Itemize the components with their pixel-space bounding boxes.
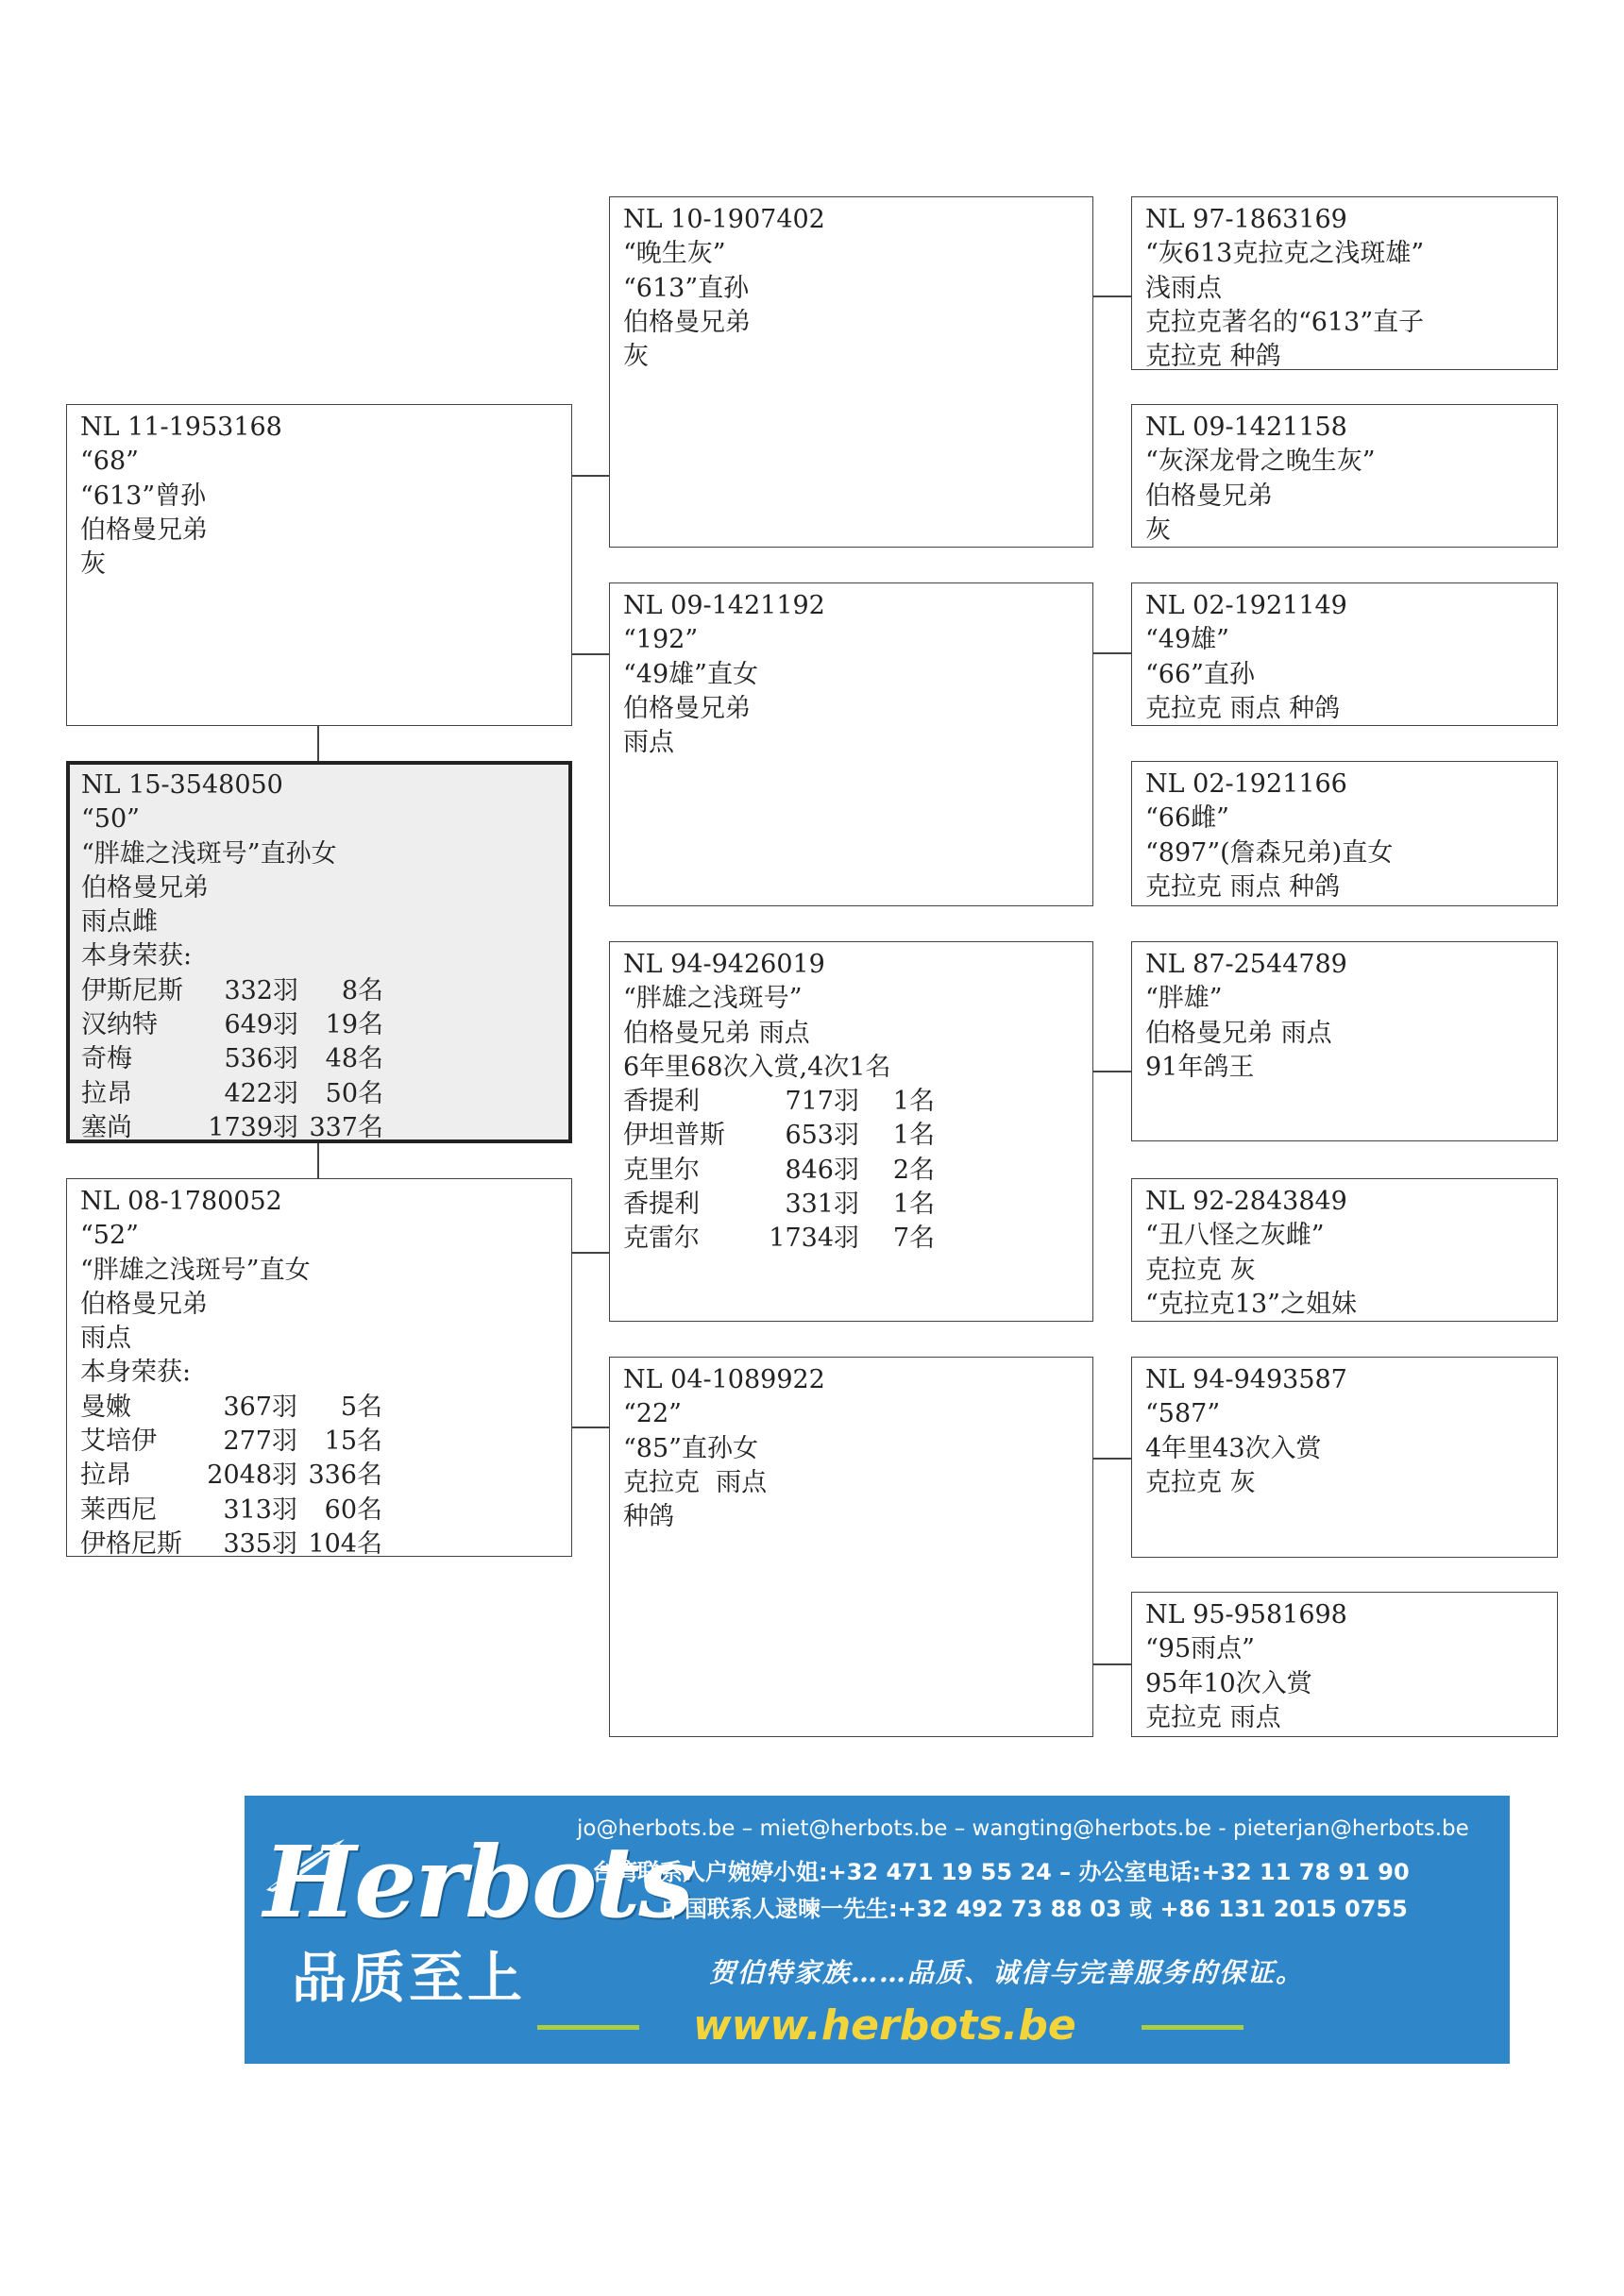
info-line: 克拉克 种鸽 xyxy=(1145,342,1281,372)
slogan: 品质至上 xyxy=(292,1946,527,2010)
honor-row: 克雷尔 1734羽 7名 xyxy=(623,1224,935,1254)
honors-title: 本身荣获: xyxy=(81,941,193,971)
info-line: “66”直孙 xyxy=(1145,659,1255,689)
honor-row: 奇梅 536羽 48名 xyxy=(81,1044,383,1074)
ring-number: NL 02-1921149 xyxy=(1145,591,1347,620)
info-line: 克拉克 雨点 种鸽 xyxy=(1145,693,1341,723)
info-line: 灰 xyxy=(623,342,649,372)
ring-number: NL 87-2544789 xyxy=(1145,950,1347,979)
ring-number: NL 97-1863169 xyxy=(1145,205,1347,234)
honor-row: 伊坦普斯 653羽 1名 xyxy=(623,1121,935,1151)
honor-row: 莱西尼 313羽 60名 xyxy=(80,1494,382,1525)
info-line: “192” xyxy=(623,625,699,655)
info-line: 克拉克著名的“613”直子 xyxy=(1145,307,1425,337)
ring-number: NL 92-2843849 xyxy=(1145,1187,1347,1216)
honor-row: 曼嫩 367羽 5名 xyxy=(80,1392,382,1422)
honor-row: 拉昂 422羽 50名 xyxy=(81,1078,383,1108)
info-line: 伯格曼兄弟 xyxy=(80,515,208,545)
ring-number: NL 02-1921166 xyxy=(1145,769,1347,799)
connector-line xyxy=(570,1427,610,1428)
connector-line xyxy=(1092,1071,1132,1072)
info-line: “66雌” xyxy=(1145,803,1229,834)
info-line: 克拉克 灰 xyxy=(1145,1255,1256,1285)
ring-number: NL 95-9581698 xyxy=(1145,1600,1347,1629)
website-link[interactable]: www.herbots.be xyxy=(693,2001,1076,2050)
connector-line xyxy=(1092,1663,1132,1665)
info-line: 克拉克 灰 xyxy=(1145,1467,1256,1497)
info-line: 雨点雌 xyxy=(81,907,158,937)
dam-sire-dam-box xyxy=(1131,1178,1558,1322)
info-line: “613”曾孙 xyxy=(80,481,207,511)
connector-line xyxy=(1092,1458,1132,1460)
sire-sire-box xyxy=(609,196,1093,548)
info-line: “22” xyxy=(623,1399,682,1429)
china-contact: 中国联系人逯暕一先生:+32 492 73 88 03 或 +86 131 2015 0755 xyxy=(662,1896,1408,1922)
ring-number: NL 09-1421158 xyxy=(1145,413,1347,442)
info-line: 浅雨点 xyxy=(1145,273,1222,303)
info-line: 克拉克 雨点 xyxy=(623,1467,768,1497)
ring-number: NL 94-9426019 xyxy=(623,950,825,979)
honor-row: 香提利 717羽 1名 xyxy=(623,1087,935,1117)
info-line: 伯格曼兄弟 xyxy=(623,693,751,723)
info-line: 6年里68次入赏,4次1名 xyxy=(623,1052,891,1082)
info-line: 91年鸽王 xyxy=(1145,1052,1255,1082)
info-line: 伯格曼兄弟 xyxy=(1145,481,1273,511)
connector-line xyxy=(317,1140,319,1178)
info-line: 伯格曼兄弟 xyxy=(623,307,751,337)
herbots-logo: Herbots xyxy=(263,1824,692,1940)
honor-row: 香提利 331羽 1名 xyxy=(623,1190,935,1220)
honor-row: 克里尔 846羽 2名 xyxy=(623,1155,935,1185)
info-line: “晚生灰” xyxy=(623,239,726,269)
taiwan-contact: 台湾联系人户婉婷小姐:+32 471 19 55 24 – 办公室电话:+32 11 78 91 90 xyxy=(592,1859,1410,1885)
info-line: “613”直孙 xyxy=(623,273,750,303)
info-line: “95雨点” xyxy=(1145,1634,1255,1664)
dam-sire-box xyxy=(609,941,1093,1322)
info-line: “49雄” xyxy=(1145,625,1229,655)
ring-number: NL 09-1421192 xyxy=(623,591,825,620)
ring-number: NL 08-1780052 xyxy=(80,1187,282,1216)
info-line: 4年里43次入赏 xyxy=(1145,1433,1322,1463)
ring-number: NL 10-1907402 xyxy=(623,205,825,234)
motto: 贺伯特家族……品质、诚信与完善服务的保证。 xyxy=(709,1957,1305,1988)
info-line: “50” xyxy=(81,804,140,835)
info-line: “灰613克拉克之浅斑雄” xyxy=(1145,239,1425,269)
sire-dam-dam-box xyxy=(1131,761,1558,906)
honors-title: 本身荣获: xyxy=(80,1358,192,1388)
info-line: 雨点 xyxy=(80,1324,131,1354)
sire-sire-sire-box xyxy=(1131,196,1558,370)
herbots-banner xyxy=(245,1796,1510,2064)
info-line: “胖雄之浅斑号”直女 xyxy=(80,1255,311,1285)
sire-dam-sire-box xyxy=(1131,582,1558,726)
info-line: “丑八怪之灰雌” xyxy=(1145,1221,1325,1251)
contact-emails: jo@herbots.be – miet@herbots.be – wangting@herbots.be - pieterjan@herbots.be xyxy=(577,1816,1469,1841)
info-line: “胖雄之浅斑号”直孙女 xyxy=(81,838,337,869)
info-line: “49雄”直女 xyxy=(623,659,758,689)
info-line: “587” xyxy=(1145,1399,1221,1429)
info-line: “灰深龙骨之晚生灰” xyxy=(1145,447,1376,477)
info-line: 灰 xyxy=(1145,515,1171,545)
ring-number: NL 94-9493587 xyxy=(1145,1365,1347,1394)
info-line: “897”(詹森兄弟)直女 xyxy=(1145,837,1394,868)
info-line: 95年10次入赏 xyxy=(1145,1668,1312,1698)
info-line: 灰 xyxy=(80,549,106,580)
connector-line xyxy=(1092,295,1132,297)
info-line: “52” xyxy=(80,1221,139,1251)
honor-row: 伊斯尼斯 332羽 8名 xyxy=(81,975,383,1005)
connector-line xyxy=(570,1252,610,1254)
ring-number: NL 04-1089922 xyxy=(623,1365,825,1394)
ring-number: NL 15-3548050 xyxy=(81,770,283,800)
dam-dam-sire-box xyxy=(1131,1357,1558,1558)
dam-box xyxy=(66,1178,572,1557)
info-line: “克拉克13”之姐妹 xyxy=(1145,1289,1357,1319)
info-line: 伯格曼兄弟 雨点 xyxy=(1145,1018,1332,1048)
connector-line xyxy=(1092,652,1132,654)
honor-row: 塞尚 1739羽 337名 xyxy=(81,1112,383,1142)
ring-number: NL 11-1953168 xyxy=(80,413,282,442)
info-line: 克拉克 雨点 种鸽 xyxy=(1145,871,1341,902)
sire-box xyxy=(66,404,572,726)
sire-dam-box xyxy=(609,582,1093,906)
sire-sire-dam-box xyxy=(1131,404,1558,548)
divider xyxy=(1142,2025,1243,2030)
honor-row: 汉纳特 649羽 19名 xyxy=(81,1010,383,1040)
info-line: 雨点 xyxy=(623,728,674,758)
connector-line xyxy=(317,725,319,761)
info-line: “85”直孙女 xyxy=(623,1433,758,1463)
info-line: 种鸽 xyxy=(623,1502,674,1532)
connector-line xyxy=(570,653,610,655)
honor-row: 伊格尼斯 335羽 104名 xyxy=(80,1528,382,1559)
subject-box xyxy=(66,761,572,1143)
dam-sire-sire-box xyxy=(1131,941,1558,1141)
info-line: “胖雄之浅斑号” xyxy=(623,984,803,1014)
connector-line xyxy=(570,475,610,477)
info-line: 伯格曼兄弟 xyxy=(80,1289,208,1319)
info-line: “68” xyxy=(80,447,139,477)
info-line: 克拉克 雨点 xyxy=(1145,1702,1281,1732)
honor-row: 拉昂 2048羽 336名 xyxy=(80,1460,382,1491)
dam-dam-dam-box xyxy=(1131,1592,1558,1737)
info-line: 伯格曼兄弟 雨点 xyxy=(623,1018,810,1048)
dam-dam-box xyxy=(609,1357,1093,1737)
divider xyxy=(537,2025,639,2030)
info-line: 伯格曼兄弟 xyxy=(81,872,209,903)
info-line: “胖雄” xyxy=(1145,984,1223,1014)
honor-row: 艾培伊 277羽 15名 xyxy=(80,1427,382,1457)
